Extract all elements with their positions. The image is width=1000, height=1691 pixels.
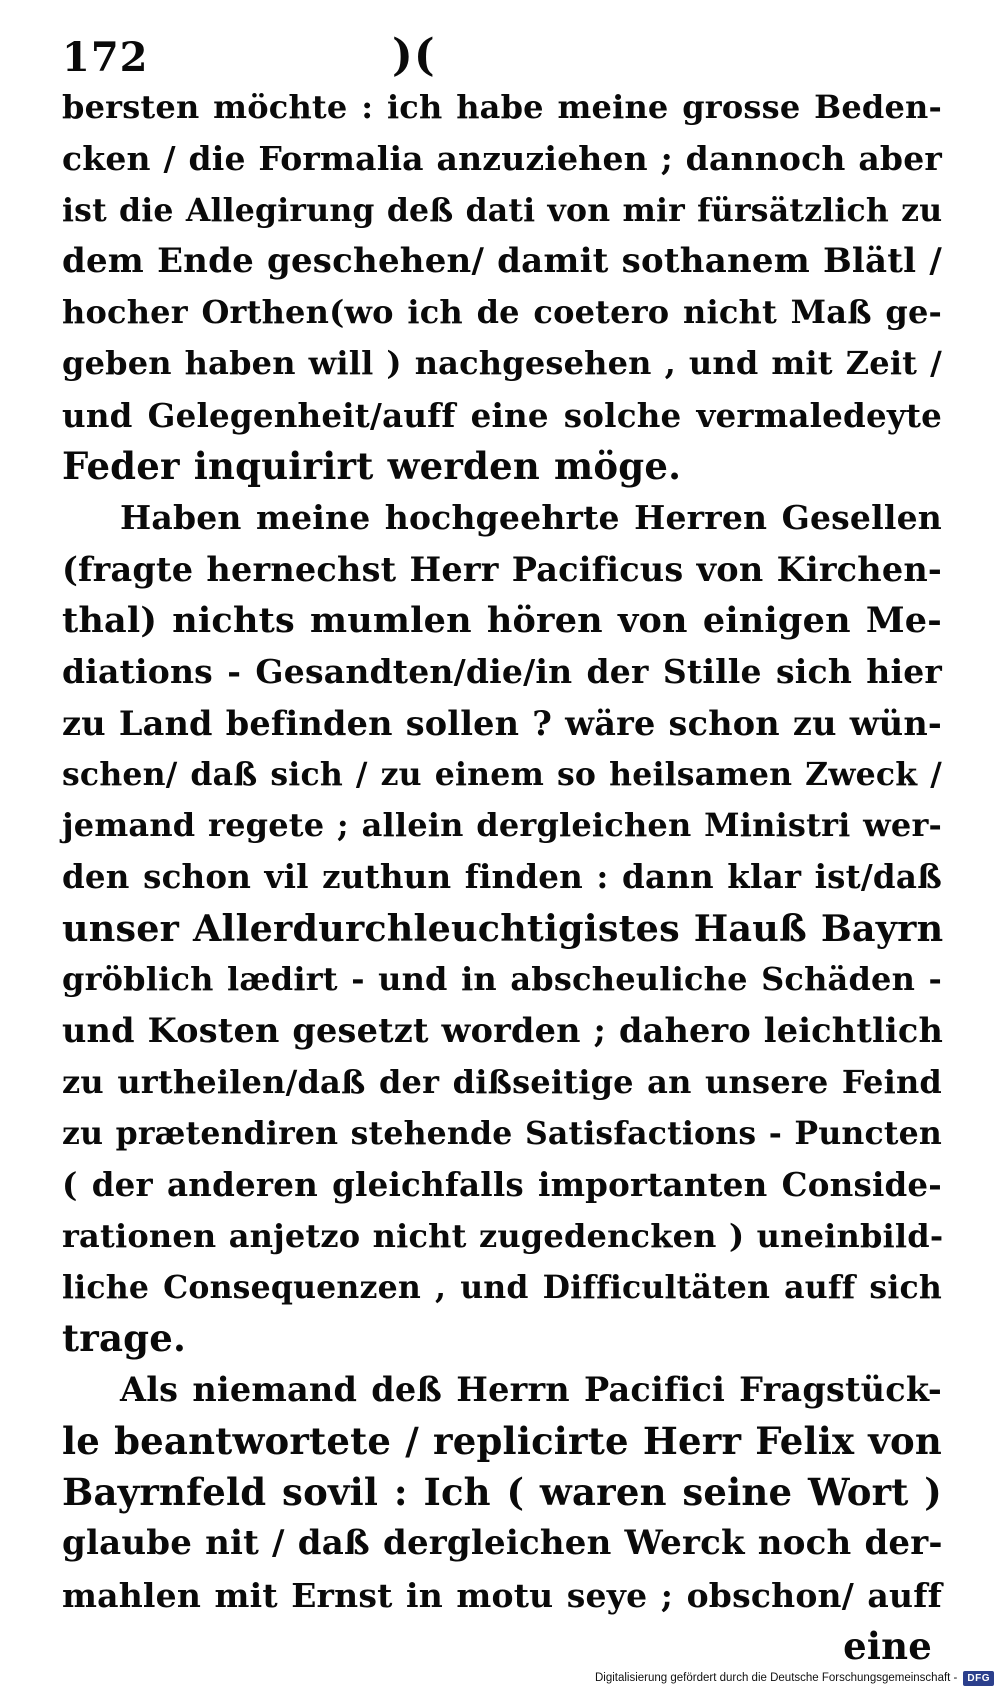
text-line: den schon vil zuthun finden : dann klar ist/daß xyxy=(62,857,942,897)
digitization-note: Digitalisierung gefördert durch die Deutsche Forschungsgemeinschaft - xyxy=(594,1672,958,1684)
text-line: zu Land befinden sollen ? wäre schon zu wün- xyxy=(62,703,942,743)
body-text xyxy=(62,82,942,1672)
text-line: (fragte hernechst Herr Pacificus von Kirchen- xyxy=(62,549,942,589)
text-line: liche Consequenzen , und Difficultäten auff sich xyxy=(62,1268,942,1306)
text-line: diations - Gesandten/die/in der Stille sich hier xyxy=(62,652,942,692)
text-line: mahlen mit Ernst in motu seye ; obschon/ auff xyxy=(62,1575,942,1615)
text-line: thal) nichts mumlen hören von einigen Me- xyxy=(62,599,942,641)
digitization-footer xyxy=(595,1667,994,1689)
text-line: unser Allerdurchleuchtigistes Hauß Bayrn xyxy=(62,906,944,950)
page-number: 172 xyxy=(62,34,149,81)
dfg-logo: DFG xyxy=(963,1671,994,1686)
text-line: und Kosten gesetzt worden ; dahero leichtlich xyxy=(62,1011,944,1051)
paragraph-start-line: Als niemand deß Herrn Pacifici Fragstück- xyxy=(120,1370,942,1410)
text-line: dem Ende geschehen/ damit sothanem Blätl / xyxy=(62,240,942,281)
text-line: hocher Orthen(wo ich de coetero nicht Maß ge- xyxy=(62,293,942,332)
catchword: eine xyxy=(843,1623,932,1668)
text-line: zu prætendiren stehende Satisfactions - Puncten xyxy=(62,1114,942,1152)
text-line: bersten möchte : ich habe meine grosse Beden- xyxy=(62,88,942,126)
text-line: Bayrnfeld sovil : Ich ( waren seine Wort ) xyxy=(62,1470,942,1515)
text-line: jemand regete ; allein dergleichen Ministri wer- xyxy=(62,806,942,845)
text-line: cken / die Formalia anzuziehen ; dannoch aber xyxy=(62,139,942,179)
text-line: glaube nit / daß dergleichen Werck noch der- xyxy=(62,1523,943,1564)
page-header xyxy=(62,20,942,80)
text-line: Feder inquirirt werden möge. xyxy=(62,444,682,489)
text-line: zu urtheilen/daß der dißseitige an unsere Feind xyxy=(62,1062,942,1101)
text-line: le beantwortete / replicirte Herr Felix von xyxy=(62,1418,942,1463)
text-line: schen/ daß sich / zu einem so heilsamen Zweck / xyxy=(62,755,942,793)
text-line: trage. xyxy=(62,1316,187,1361)
text-line: ( der anderen gleichfalls importanten Conside- xyxy=(62,1165,942,1205)
text-line: ist die Allegirung deß dati von mir fürsätzlich zu xyxy=(62,191,943,229)
text-line: und Gelegenheit/auff eine solche vermaledeyte xyxy=(62,395,942,435)
text-line: rationen anjetzo nicht zugedencken ) uneinbild- xyxy=(62,1216,944,1255)
header-ornament: )( xyxy=(392,30,436,81)
paragraph-start-line: Haben meine hochgeehrte Herren Gesellen xyxy=(120,498,942,538)
text-line: gröblich lædirt - und in abscheuliche Schäden - xyxy=(62,960,942,999)
text-line: geben haben will ) nachgesehen , und mit Zeit / xyxy=(62,344,942,383)
